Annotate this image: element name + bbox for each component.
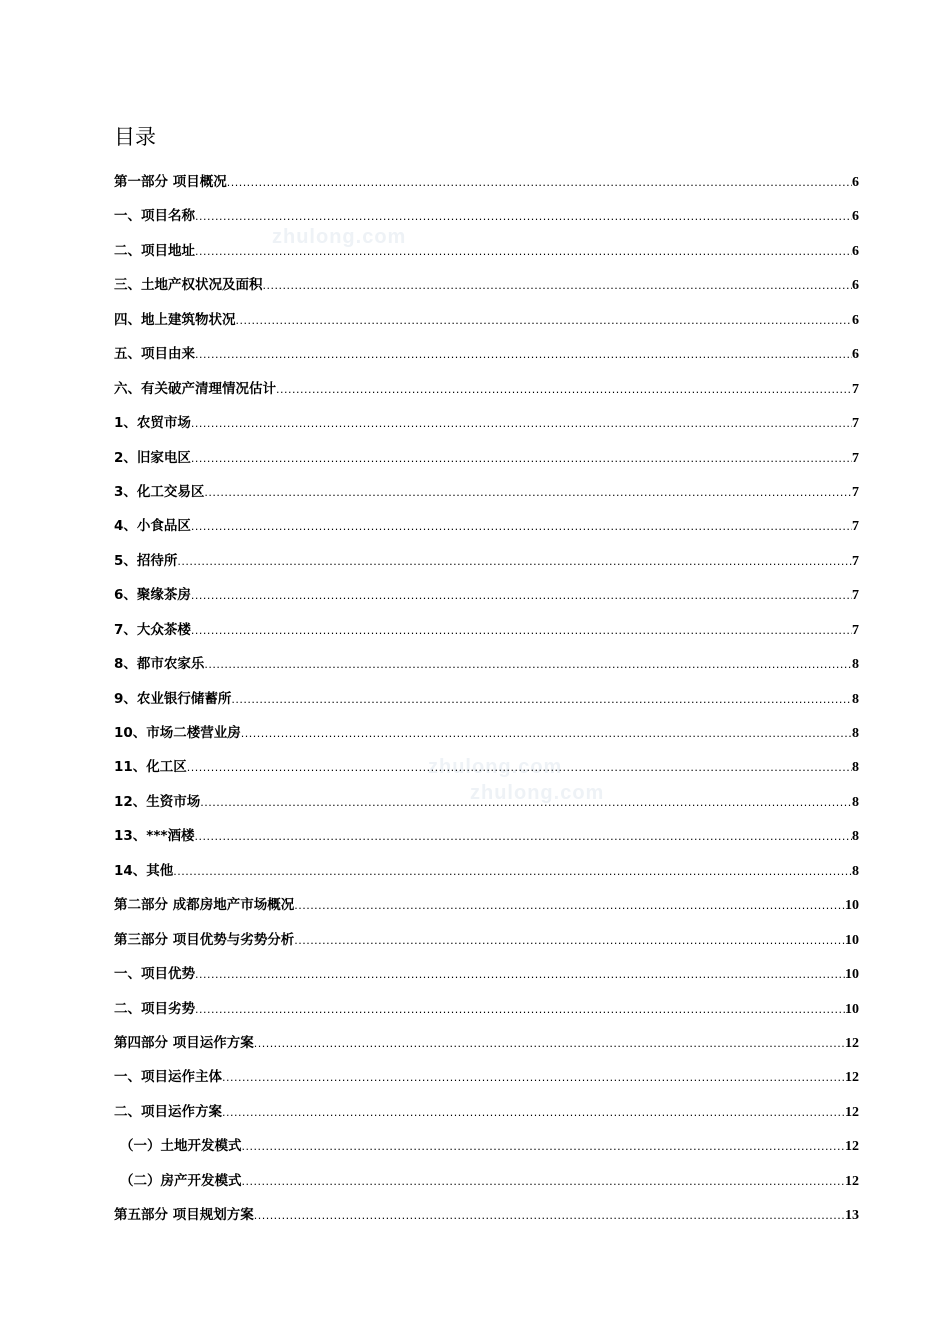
- toc-entry[interactable]: [114, 997, 859, 1031]
- toc-entry-label: 14、其他: [114, 862, 174, 879]
- toc-dot-leader: [195, 963, 845, 987]
- toc-dot-leader: [231, 688, 852, 712]
- toc-entry-page-number: 7: [852, 622, 859, 638]
- toc-entry[interactable]: [114, 480, 859, 514]
- toc-entry-label: 3、化工交易区: [114, 483, 205, 500]
- toc-dot-leader: [222, 1101, 845, 1125]
- toc-dot-leader: [242, 1170, 846, 1194]
- toc-entry-label: 四、地上建筑物状况: [114, 311, 236, 328]
- toc-entry[interactable]: [114, 308, 859, 342]
- toc-entry[interactable]: [114, 928, 859, 962]
- toc-entry-label: 5、招待所: [114, 552, 178, 569]
- toc-dot-leader: [263, 274, 853, 298]
- toc-entry-label: 第一部分 项目概况: [114, 174, 227, 190]
- toc-entry-page-number: 8: [852, 691, 859, 707]
- toc-entry-label: 一、项目名称: [114, 208, 195, 225]
- toc-entry-label: （二）房产开发模式: [120, 1172, 242, 1189]
- toc-title: 目录: [114, 125, 156, 149]
- toc-entry[interactable]: [114, 687, 859, 721]
- toc-entry-page-number: 7: [852, 519, 859, 535]
- toc-entry[interactable]: [114, 755, 859, 789]
- toc-dot-leader: [241, 722, 852, 746]
- toc-dot-leader: [254, 1032, 845, 1056]
- toc-entry-page-number: 8: [852, 657, 859, 673]
- toc-entry[interactable]: [114, 1065, 859, 1099]
- toc-entry-page-number: 8: [852, 829, 859, 845]
- toc-dot-leader: [177, 550, 852, 574]
- toc-entry-label: 第五部分 项目规划方案: [114, 1207, 254, 1224]
- toc-entry-page-number: 10: [845, 967, 859, 983]
- toc-entry[interactable]: [114, 618, 859, 652]
- toc-dot-leader: [195, 343, 852, 367]
- toc-entry-label: 二、项目地址: [114, 242, 195, 259]
- toc-dot-leader: [191, 447, 852, 471]
- toc-dot-leader: [173, 860, 852, 884]
- toc-entry[interactable]: [114, 342, 859, 376]
- toc-entry[interactable]: [114, 1169, 859, 1203]
- toc-entry-page-number: 7: [852, 450, 859, 466]
- toc-entry-label: 10、市场二楼营业房: [114, 725, 241, 741]
- toc-dot-leader: [200, 791, 852, 815]
- toc-entry-label: 9、农业银行储蓄所: [114, 690, 232, 707]
- toc-entry[interactable]: [114, 239, 859, 273]
- toc-entry-page-number: 12: [845, 1173, 859, 1189]
- watermark: zhulong.com: [470, 782, 605, 804]
- toc-entry[interactable]: [114, 514, 859, 548]
- toc-entry-label: 4、小食品区: [114, 518, 191, 535]
- toc-entry-page-number: 7: [852, 588, 859, 604]
- toc-dot-leader: [276, 378, 852, 402]
- toc-entry-page-number: 7: [852, 416, 859, 432]
- toc-entry-page-number: 6: [852, 175, 859, 190]
- toc-dot-leader: [191, 412, 852, 436]
- toc-entry-label: 第四部分 项目运作方案: [114, 1034, 254, 1051]
- toc-entry-page-number: 12: [845, 1139, 859, 1155]
- toc-entry[interactable]: [114, 652, 859, 686]
- toc-dot-leader: [187, 756, 852, 780]
- toc-entry-page-number: 6: [852, 278, 859, 294]
- toc-dot-leader: [195, 205, 852, 229]
- toc-entry-label: 6、聚缘茶房: [114, 587, 191, 604]
- toc-entry-page-number: 13: [845, 1208, 859, 1224]
- toc-entry-page-number: 6: [852, 312, 859, 328]
- toc-entry-label: 8、都市农家乐: [114, 656, 205, 673]
- toc-dot-leader: [222, 1066, 845, 1090]
- toc-entry-page-number: 6: [852, 209, 859, 225]
- toc-entry-page-number: 10: [845, 1001, 859, 1017]
- toc-entry[interactable]: [114, 1134, 859, 1168]
- toc-entry-page-number: 8: [852, 794, 859, 810]
- toc-entry[interactable]: [114, 721, 859, 755]
- toc-entry-page-number: 8: [852, 760, 859, 776]
- toc-entry-label: 一、项目运作主体: [114, 1069, 222, 1086]
- toc-entry-label: 第三部分 项目优势与劣势分析: [114, 931, 295, 948]
- toc-dot-leader: [194, 825, 852, 849]
- toc-dot-leader: [195, 240, 852, 264]
- toc-entry-page-number: 8: [852, 863, 859, 879]
- toc-dot-leader: [204, 481, 852, 505]
- toc-entry-label: 三、土地产权状况及面积: [114, 277, 263, 294]
- toc-entry-label: 第二部分 成都房地产市场概况: [114, 897, 295, 914]
- toc-list: [114, 170, 859, 1238]
- toc-entry[interactable]: [114, 170, 859, 204]
- watermark: zhulong.com: [428, 756, 563, 778]
- toc-entry-page-number: 10: [845, 932, 859, 948]
- toc-dot-leader: [191, 584, 852, 608]
- toc-entry[interactable]: [114, 1031, 859, 1065]
- toc-dot-leader: [227, 171, 852, 195]
- toc-dot-leader: [191, 515, 852, 539]
- toc-entry[interactable]: [114, 893, 859, 927]
- toc-dot-leader: [294, 894, 845, 918]
- toc-entry[interactable]: [114, 377, 859, 411]
- toc-entry-page-number: 7: [852, 381, 859, 397]
- toc-entry-label: 7、大众茶楼: [114, 621, 191, 638]
- toc-entry[interactable]: [114, 1100, 859, 1134]
- toc-entry-label: 13、***酒楼: [114, 828, 195, 845]
- toc-entry[interactable]: [114, 824, 859, 858]
- toc-entry-label: （一）土地开发模式: [120, 1138, 242, 1155]
- toc-dot-leader: [236, 309, 853, 333]
- toc-dot-leader: [254, 1204, 845, 1228]
- toc-entry-page-number: 8: [852, 726, 859, 741]
- toc-entry[interactable]: [114, 273, 859, 307]
- toc-entry[interactable]: [114, 859, 859, 893]
- toc-entry[interactable]: [114, 446, 859, 480]
- toc-entry-page-number: 10: [845, 898, 859, 914]
- toc-entry-page-number: 7: [852, 553, 859, 569]
- toc-entry-label: 二、项目运作方案: [114, 1103, 222, 1120]
- toc-entry-label: 二、项目劣势: [114, 1000, 195, 1017]
- toc-entry-page-number: 12: [845, 1104, 859, 1120]
- toc-entry-page-number: 12: [845, 1070, 859, 1086]
- toc-entry-label: 五、项目由来: [114, 346, 195, 363]
- toc-entry[interactable]: [114, 1203, 859, 1237]
- toc-entry[interactable]: [114, 411, 859, 445]
- watermark: zhulong.com: [272, 226, 407, 248]
- toc-entry-label: 六、有关破产清理情况估计: [114, 380, 276, 397]
- toc-entry[interactable]: [114, 790, 859, 824]
- toc-entry-label: 12、生资市场: [114, 793, 201, 810]
- toc-dot-leader: [191, 619, 852, 643]
- toc-entry-page-number: 6: [852, 243, 859, 259]
- toc-dot-leader: [242, 1135, 846, 1159]
- toc-entry[interactable]: [114, 962, 859, 996]
- toc-dot-leader: [195, 998, 845, 1022]
- toc-entry[interactable]: [114, 204, 859, 238]
- toc-entry-page-number: 12: [845, 1035, 859, 1051]
- toc-entry[interactable]: [114, 549, 859, 583]
- toc-dot-leader: [294, 929, 845, 953]
- toc-entry-label: 11、化工区: [114, 759, 187, 776]
- toc-entry-page-number: 6: [852, 347, 859, 363]
- toc-entry-label: 1、农贸市场: [114, 415, 191, 432]
- toc-entry[interactable]: [114, 583, 859, 617]
- toc-entry-label: 一、项目优势: [114, 966, 195, 983]
- toc-entry-label: 2、旧家电区: [114, 449, 191, 466]
- toc-entry-page-number: 7: [852, 484, 859, 500]
- toc-dot-leader: [204, 653, 852, 677]
